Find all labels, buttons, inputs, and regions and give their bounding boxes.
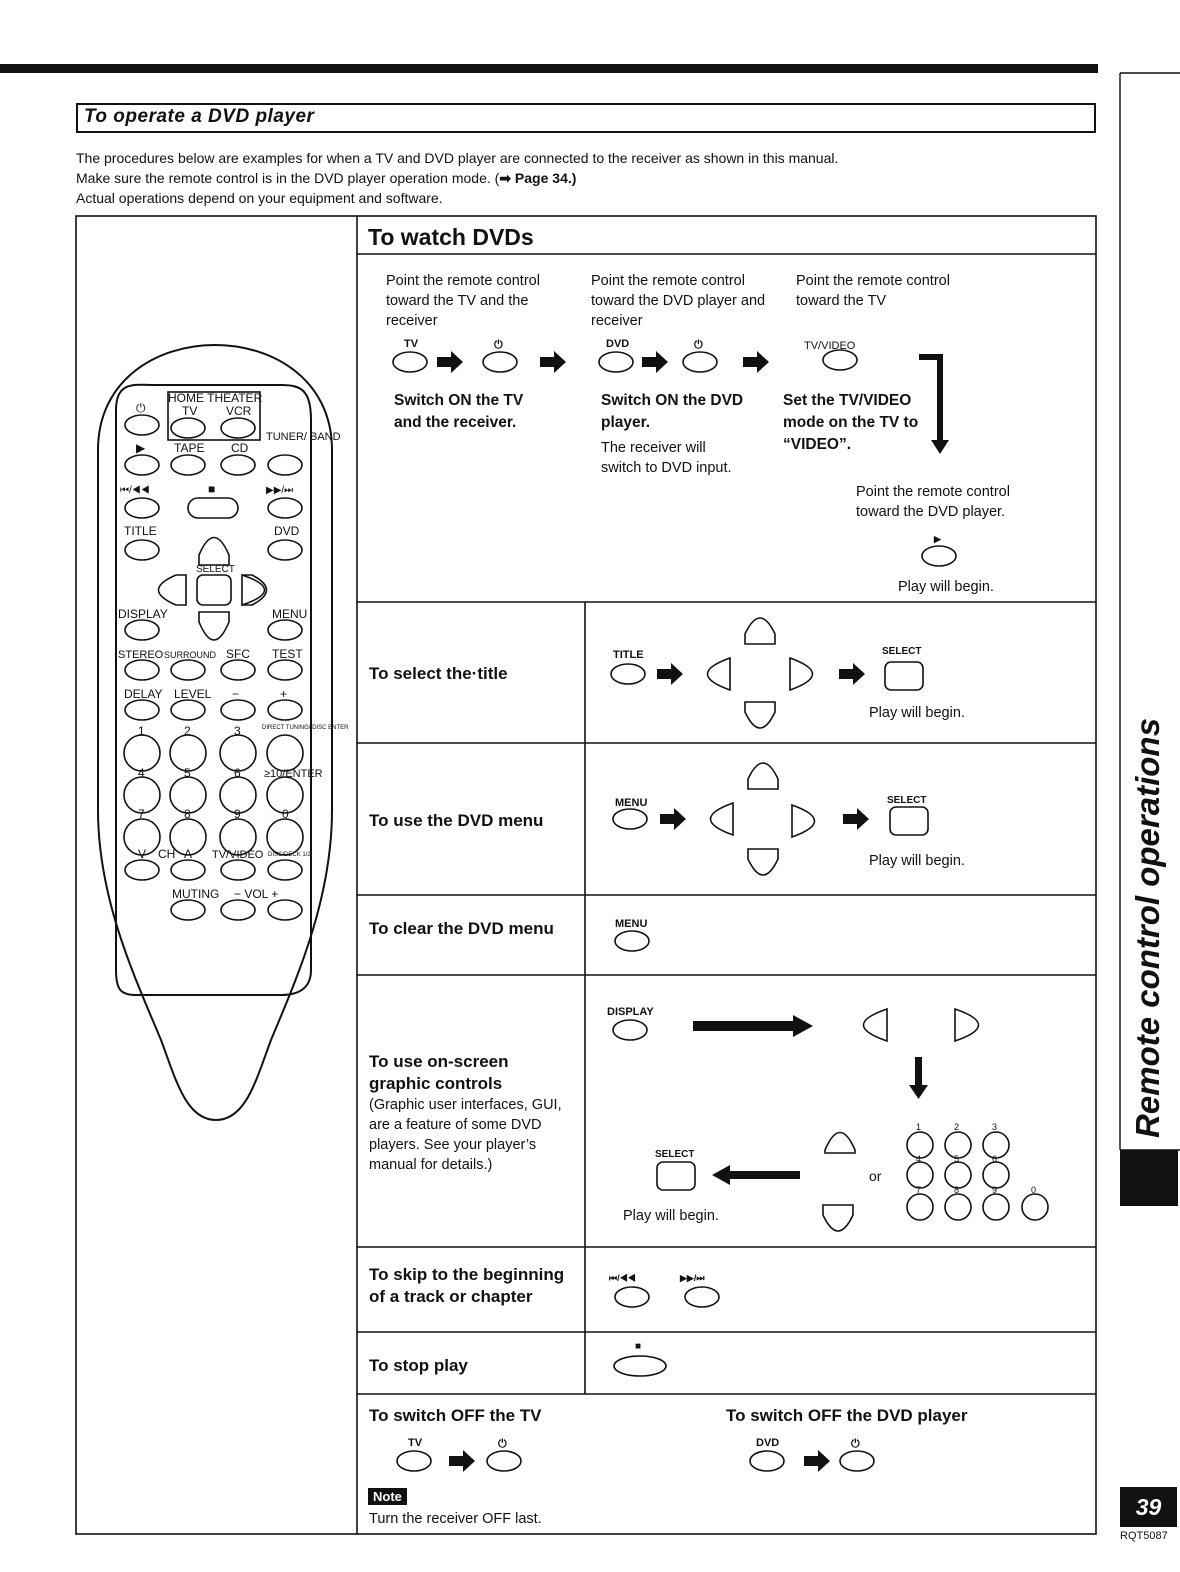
row-gui-num-4: 4 [916, 1154, 922, 1164]
remote-label-sfc: SFC [226, 647, 250, 661]
remote-num-6: 6 [234, 766, 241, 780]
remote-label-tv: TV [182, 404, 198, 418]
remote-label-direct-tuning: DIRECT TUNING/ DISC ENTER [262, 725, 349, 731]
row-select-title-btn: TITLE [613, 649, 644, 661]
watch-col2-point: Point the remote control toward the DVD player and receiver [591, 273, 766, 329]
row-select-title-select: SELECT [882, 646, 922, 657]
intro-line-3: Actual operations depend on your equipment and software. [76, 190, 443, 206]
remote-label-display: DISPLAY [118, 607, 168, 621]
row-off-tv-btn: TV [408, 1437, 423, 1449]
remote-power-icon: ⏻ [136, 401, 146, 415]
row-gui-display-btn: DISPLAY [607, 1006, 654, 1018]
side-title-container [1118, 718, 1178, 1138]
watch-col3-action: Set the TV/VIDEO mode on the TV to “VIDEO”. [783, 392, 919, 453]
watch-col2-action: Switch ON the DVD player. [601, 392, 744, 431]
remote-label-cd: CD [231, 441, 249, 455]
remote-control-illustration [96, 340, 349, 1130]
remote-num-9: 9 [234, 807, 241, 821]
watch-steps-graphic [357, 254, 1096, 602]
row-dvd-menu-result: Play will begin. [869, 853, 965, 869]
row-dvd-menu-graphic [585, 743, 1096, 895]
row-stop-icon: ■ [635, 1341, 642, 1352]
note-text: Turn the receiver OFF last. [369, 1511, 542, 1527]
row-gui-num-0: 0 [1031, 1185, 1037, 1195]
section-title: To operate a DVD player [84, 106, 315, 127]
remote-label-test: TEST [272, 647, 303, 661]
remote-label-dvd: DVD [274, 524, 300, 538]
remote-label-vcr: VCR [226, 404, 252, 418]
watch-col3-point: Point the remote control toward the TV [796, 273, 950, 309]
row-gui-num-6: 6 [992, 1154, 998, 1164]
row-gui-num-2: 2 [954, 1122, 960, 1132]
intro-line-2: Make sure the remote control is in the DVD player operation mode. (➡ Page 34.) [76, 170, 577, 186]
remote-label-plus: + [280, 687, 288, 701]
remote-label-minus: − [232, 687, 240, 701]
remote-label-home-theater: HOME THEATER [168, 391, 263, 405]
row-skip-label: To skip to the beginning of a track or chapter [369, 1265, 565, 1306]
remote-label-delay: DELAY [124, 687, 163, 701]
remote-stop-icon: ■ [208, 482, 216, 496]
remote-num-1: 1 [138, 724, 145, 738]
row-stop-graphic [585, 1332, 685, 1394]
row-gui-or: or [869, 1168, 882, 1184]
row-dvd-menu-select: SELECT [887, 795, 927, 806]
remote-label-tuner-band: TUNER/ BAND [266, 431, 341, 443]
watch-col4-point: Point the remote control toward the DVD player. [856, 484, 1010, 520]
watch-btn-tvvideo: TV/VIDEO [804, 340, 856, 352]
remote-num-4: 4 [138, 766, 145, 780]
row-off-tv-label: To switch OFF the TV [369, 1406, 542, 1425]
remote-label-10-enter: ≥10/ENTER [264, 768, 323, 780]
watch-power-icon: ⏻ [494, 339, 503, 351]
row-gui-num-1: 1 [916, 1122, 922, 1132]
row-gui-num-5: 5 [954, 1154, 960, 1164]
remote-label-level: LEVEL [174, 687, 212, 701]
row-dvd-menu-btn: MENU [615, 797, 648, 809]
remote-label-muting: MUTING [172, 887, 220, 901]
remote-ch-up: Λ [184, 847, 193, 861]
watch-btn-dvd: DVD [606, 338, 630, 350]
row-stop-label: To stop play [369, 1356, 468, 1375]
watch-col1-action: Switch ON the TV and the receiver. [394, 392, 524, 431]
remote-label-ch: CH [158, 847, 176, 861]
watch-col1-point: Point the remote control toward the TV and the receiver [386, 273, 540, 329]
watch-header: To watch DVDs [368, 224, 534, 250]
row-select-title-graphic [585, 602, 1096, 743]
row-gui-num-9: 9 [992, 1185, 998, 1195]
watch-btn-tv: TV [404, 338, 419, 350]
side-title: Remote control operations [1129, 718, 1166, 1138]
row-off-dvd-btn: DVD [756, 1437, 780, 1449]
row-gui-num-8: 8 [954, 1185, 960, 1195]
page-number: 39 [1120, 1487, 1177, 1527]
row-select-title-result: Play will begin. [869, 705, 965, 721]
remote-label-select: SELECT [196, 564, 235, 575]
remote-num-7: 7 [138, 807, 145, 821]
remote-num-2: 2 [184, 724, 191, 738]
watch-play-icon: ▶ [934, 534, 941, 544]
row-gui-num-7: 7 [916, 1185, 922, 1195]
row-gui-num-3: 3 [992, 1122, 998, 1132]
remote-ch-down: V [138, 847, 147, 861]
row-off-dvd-label: To switch OFF the DVD player [726, 1406, 968, 1425]
row-skip-back-icon: ⏮/◀◀ [609, 1273, 636, 1283]
watch-power-icon-2: ⏻ [694, 339, 703, 351]
row-gui-result: Play will begin. [623, 1208, 719, 1224]
row-off-dvd-power-icon: ⏻ [851, 1438, 860, 1450]
remote-label-disc-deck: DISC/DECK 1/2 [268, 852, 311, 858]
remote-label-menu: MENU [272, 607, 308, 621]
remote-label-surround: SURROUND [164, 650, 217, 660]
row-skip-graphic [585, 1247, 785, 1332]
watch-col2-note: The receiver will switch to DVD input. [601, 440, 732, 476]
remote-skip-fwd-icon: ▶▶/⏭ [266, 485, 294, 496]
row-clear-menu-graphic [585, 895, 685, 975]
remote-label-tv-video: TV/VIDEO [212, 849, 264, 861]
document-code: RQT5087 [1120, 1530, 1168, 1542]
remote-play-icon: ▶ [136, 441, 146, 455]
remote-label-stereo: STEREO [118, 649, 164, 661]
row-clear-menu-btn: MENU [615, 918, 648, 930]
row-gui-select: SELECT [655, 1149, 695, 1160]
remote-label-tape: TAPE [174, 441, 205, 455]
row-off-tv-power-icon: ⏻ [498, 1438, 507, 1450]
row-clear-menu-label: To clear the DVD menu [369, 919, 554, 938]
row-skip-fwd-icon: ▶▶/⏭ [680, 1273, 705, 1283]
intro-line-1: The procedures below are examples for when a TV and DVD player are connected to the receiver as shown in this manual. [76, 150, 839, 166]
remote-num-8: 8 [184, 807, 191, 821]
watch-play-begin: Play will begin. [898, 579, 994, 595]
row-dvd-menu-label: To use the DVD menu [369, 811, 544, 830]
remote-label-vol: − VOL + [234, 887, 279, 901]
row-select-title-label: To select the·title [369, 664, 508, 683]
remote-num-3: 3 [234, 724, 241, 738]
remote-num-0: 0 [282, 807, 289, 821]
row-gui-desc: (Graphic user interfaces, GUI, are a feature of some DVD players. See your player’s manual for details.) [369, 1097, 562, 1173]
row-gui-label: To use on-screen graphic controls [369, 1052, 509, 1093]
row-gui-graphic [585, 975, 1096, 1247]
note-badge: Note [368, 1488, 407, 1505]
remote-skip-back-icon: ⏮/◀◀ [120, 485, 150, 496]
remote-num-5: 5 [184, 766, 191, 780]
remote-label-title: TITLE [124, 524, 157, 538]
row-off-graphic [357, 1394, 1096, 1484]
